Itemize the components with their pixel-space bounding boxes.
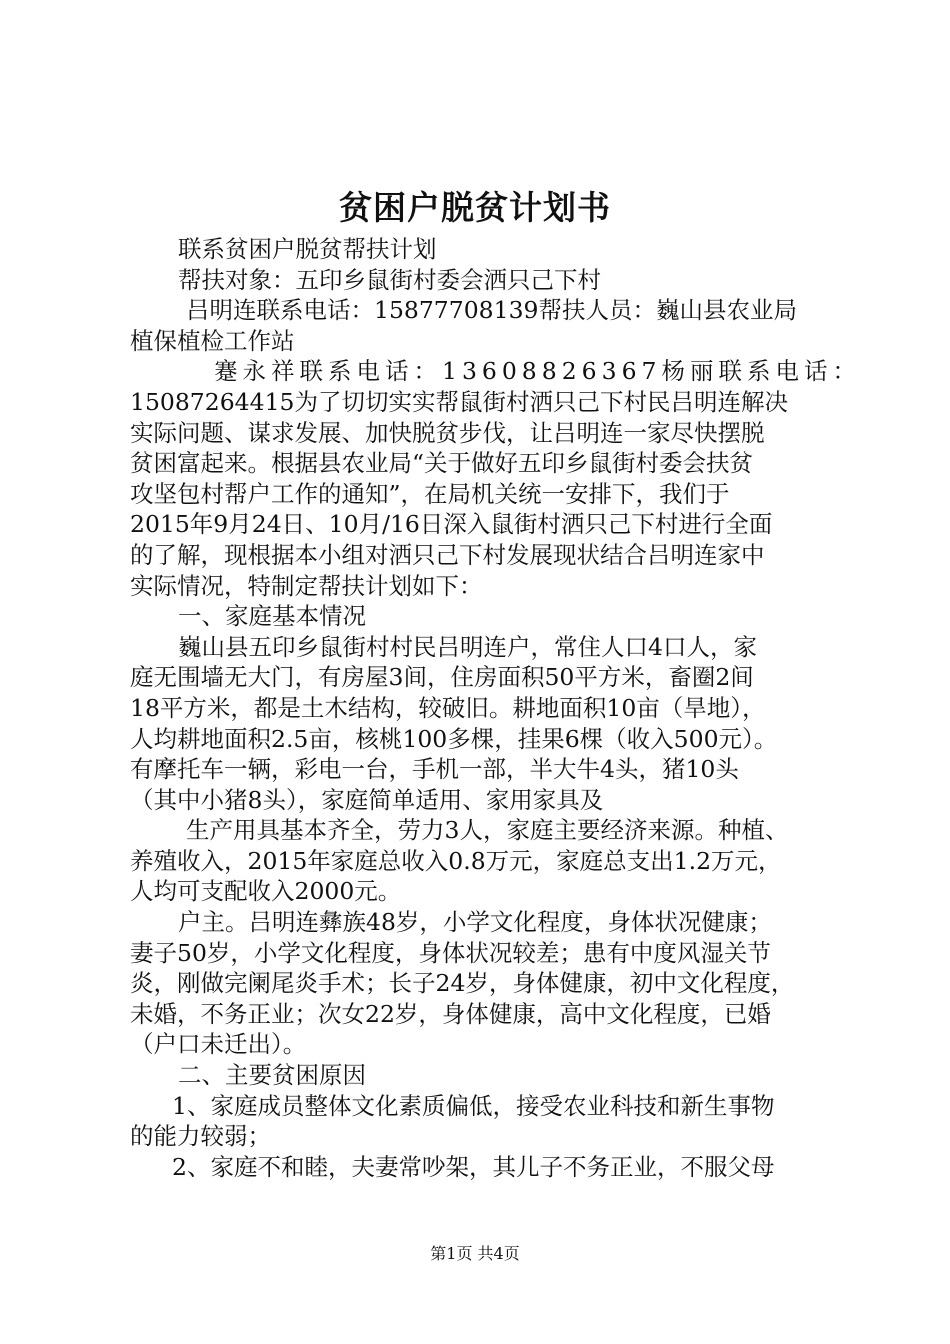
body-line: 户主。吕明连彝族48岁，小学文化程度，身体状况健康； bbox=[178, 908, 772, 937]
body-line: 2、家庭不和睦，夫妻常吵架，其儿子不务正业，不服父母 bbox=[172, 1152, 775, 1181]
body-line: 吕明连联系电话：15877708139帮扶人员：巍山县农业局 bbox=[186, 296, 797, 325]
body-line: 巍山县五印乡鼠街村村民吕明连户，常住人口4口人，家 bbox=[178, 632, 757, 661]
body-line: 有摩托车一辆，彩电一台，手机一部，半大牛4头，猪10头 bbox=[130, 755, 739, 784]
body-line: 的了解，现根据本小组对洒只己下村发展现状结合吕明连家中 bbox=[130, 540, 765, 569]
body-line: 18平方米，都是土木结构，较破旧。耕地面积10亩（旱地）， bbox=[130, 693, 766, 722]
body-line: 炎，刚做完阑尾炎手术；长子24岁，身体健康，初中文化程度， bbox=[130, 969, 795, 998]
body-line: 妻子50岁，小学文化程度，身体状况较差；患有中度风湿关节 bbox=[130, 938, 771, 967]
body-line: 攻坚包村帮户工作的通知”，在局机关统一安排下，我们于 bbox=[130, 479, 730, 508]
body-line: 人均可支配收入2000元。 bbox=[130, 877, 402, 906]
body-line: 未婚，不务正业；次女22岁，身体健康，高中文化程度，已婚 bbox=[130, 999, 771, 1028]
body-line: 生产用具基本齐全，劳力3人，家庭主要经济来源。种植、 bbox=[186, 816, 789, 845]
body-line: 人均耕地面积2.5亩，核桃100多棵，挂果6棵（收入500元）。 bbox=[130, 724, 778, 753]
body-line: 的能力较弱； bbox=[130, 1122, 271, 1151]
body-line: （户口未迁出）。 bbox=[130, 1030, 307, 1059]
body-line: 实际情况，特制定帮扶计划如下： bbox=[130, 571, 483, 600]
document-title: 贫困户脱贫计划书 bbox=[339, 188, 611, 227]
body-line: 2015年9月24日、10月/16日深入鼠街村洒只己下村进行全面 bbox=[130, 510, 773, 539]
body-line: 植保植检工作站 bbox=[130, 326, 295, 355]
body-line: 帮扶对象：五印乡鼠街村委会洒只己下村 bbox=[178, 265, 601, 294]
body-line: 15087264415为了切切实实帮鼠街村洒只己下村民吕明连解决 bbox=[130, 387, 788, 416]
section-heading: 一、家庭基本情况 bbox=[178, 602, 366, 631]
body-line: 蹇永祥联系电话：13608826367杨丽联系电话： bbox=[214, 357, 861, 386]
body-line: 贫困富起来。根据县农业局“关于做好五印乡鼠街村委会扶贫 bbox=[130, 449, 754, 478]
body-line: 1、家庭成员整体文化素质偏低，接受农业科技和新生事物 bbox=[172, 1091, 775, 1120]
body-line: 实际问题、谋求发展、加快脱贫步伐，让吕明连一家尽快摆脱 bbox=[130, 418, 765, 447]
body-line: 养殖收入，2015年家庭总收入0.8万元，家庭总支出1.2万元， bbox=[130, 846, 782, 875]
section-heading: 二、主要贫困原因 bbox=[178, 1061, 366, 1090]
document-body bbox=[130, 234, 861, 1182]
body-line: （其中小猪8头），家庭简单适用、家用家具及 bbox=[130, 785, 604, 814]
body-line: 庭无围墙无大门，有房屋3间，住房面积50平方米，畜圈2间 bbox=[130, 663, 754, 692]
page-footer: 第1页 共4页 bbox=[430, 1244, 520, 1263]
body-line: 联系贫困户脱贫帮扶计划 bbox=[178, 235, 437, 263]
